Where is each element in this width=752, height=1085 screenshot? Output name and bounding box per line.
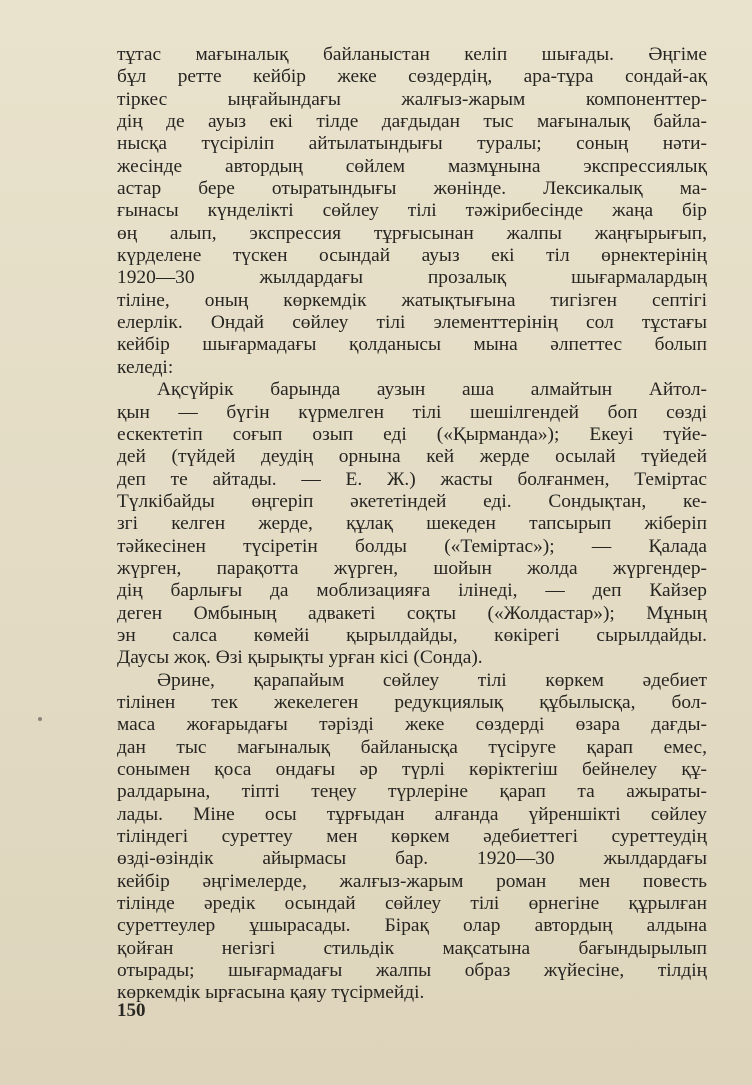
text-line: тіліне, оның көркемдік жатықтығына тигізген септігі (117, 289, 707, 311)
text-line: өң алып, экспрессия тұрғысынан жалпы жаңғырығып, (117, 222, 707, 244)
text-line: Әрине, қарапайым сөйлеу тілі көркем әдебиет (157, 669, 707, 691)
text-line: дей (түйдей деудің орнына кей жерде осылай түйедей (117, 446, 707, 468)
text-line: тілінен тек жекелеген редукциялық құбылысқа, бол- (117, 691, 707, 713)
text-line: бұл ретте кейбір жеке сөздердің, ара-тұра сондай-ақ (117, 66, 707, 88)
text-line: қын — бүгін күрмелген тілі шешілгендей боп сөзді (117, 401, 707, 423)
text-line: дің де ауыз екі тілде дағдыдан тыс мағыналық байла- (117, 111, 707, 133)
text-line: елерлік. Ондай сөйлеу тілі элементтерінің сол тұстағы (117, 312, 707, 334)
print-speck (38, 717, 42, 721)
text-line: астар бере отыратындығы жөнінде. Лексикалық ма- (117, 178, 707, 200)
text-line: згі келген жерде, құлақ шекеден тапсырып жіберіп (117, 513, 707, 535)
text-line: келеді: (117, 356, 174, 378)
text-line: өзді-өзіндік айырмасы бар. 1920—30 жылдардағы (117, 848, 707, 870)
text-line: кейбір әңгімелерде, жалғыз-жарым роман мен повесть (117, 870, 707, 892)
text-line: күрделене түскен осындай ауыз екі тіл өрнектерінің (117, 245, 707, 267)
text-line: нысқа түсіріліп айтылатындығы туралы; соның нәти- (117, 133, 707, 155)
text-line: лады. Міне осы тұрғыдан алғанда үйреншікті сөйлеу (117, 803, 707, 825)
text-line: ралдарына, тіпті теңеу түрлеріне қарап та ажыраты- (117, 781, 707, 803)
text-line: дан тыс мағыналық байланысқа түсіруге қарап емес, (117, 736, 707, 758)
text-line: сонымен қоса ондағы әр түрлі көріктегіш бейнелеу құ- (117, 759, 707, 780)
page-number: 150 (117, 1000, 146, 1021)
text-line: тіліндегі суреттеу мен көркем әдебиеттегі суреттеудің (117, 826, 707, 848)
text-line: эн салса көмейі қырылдайды, көкірегі сырылдайды. (117, 624, 707, 646)
text-line: жесінде автордың сөйлем мазмұнына экспрессиялық (117, 155, 707, 177)
text-line: 1920—30 жылдардағы прозалық шығармалардың (117, 267, 707, 289)
text-line: деп те айтады. — Е. Ж.) жасты болғанмен, Теміртас (117, 468, 707, 490)
text-line: жүрген, парақотта жүрген, шойын жолда жүргендер- (117, 557, 707, 579)
text-line: Түлкібайды өңгеріп әкететіндей еді. Сондықтан, ке- (117, 490, 707, 512)
text-line: тілінде әредік осындай сөйлеу тілі өрнегіне құрылған (117, 893, 707, 915)
text-line: Ақсүйрік барында аузын аша алмайтын Айтол- (157, 379, 707, 401)
text-line: тіркес ыңғайындағы жалғыз-жарым компоненттер- (117, 88, 707, 110)
text-line: маса жоғарыдағы тәрізді жеке сөздерді өзара дағды- (117, 714, 707, 736)
text-line: көркемдік ырғасына қаяу түсірмейді. (117, 982, 425, 1004)
text-line: кейбір шығармадағы қолданысы мына әлпеттес болып (117, 334, 707, 356)
text-line: ғынасы күнделікті сөйлеу тілі тәжірибесінде жаңа бір (117, 200, 707, 222)
text-line: тұтас мағыналық байланыстан келіп шығады. Әңгіме (117, 44, 707, 65)
text-line: дің барлығы да моблизацияға ілінеді, — деп Кайзер (117, 580, 707, 602)
text-line: қойған негізгі стильдік мақсатына бағындырылып (117, 937, 707, 959)
text-line: суреттеулер ұшырасады. Бірақ олар автордың алдына (117, 915, 707, 937)
text-line: ескектетіп соғып озып еді («Қырманда»); Екеуі түйе- (117, 423, 707, 445)
page-body-text (117, 44, 707, 1005)
text-line: отырады; шығармадағы жалпы образ жүйесіне, тілдің (117, 960, 707, 982)
text-line: тәйкесінен түсіретін болды («Теміртас»); — Қалада (117, 535, 707, 557)
text-line: деген Омбының адвакеті соқты («Жолдастар»); Мұның (117, 602, 707, 624)
text-line: Даусы жоқ. Өзі қырықты урған кісі (Сонда). (117, 647, 483, 669)
